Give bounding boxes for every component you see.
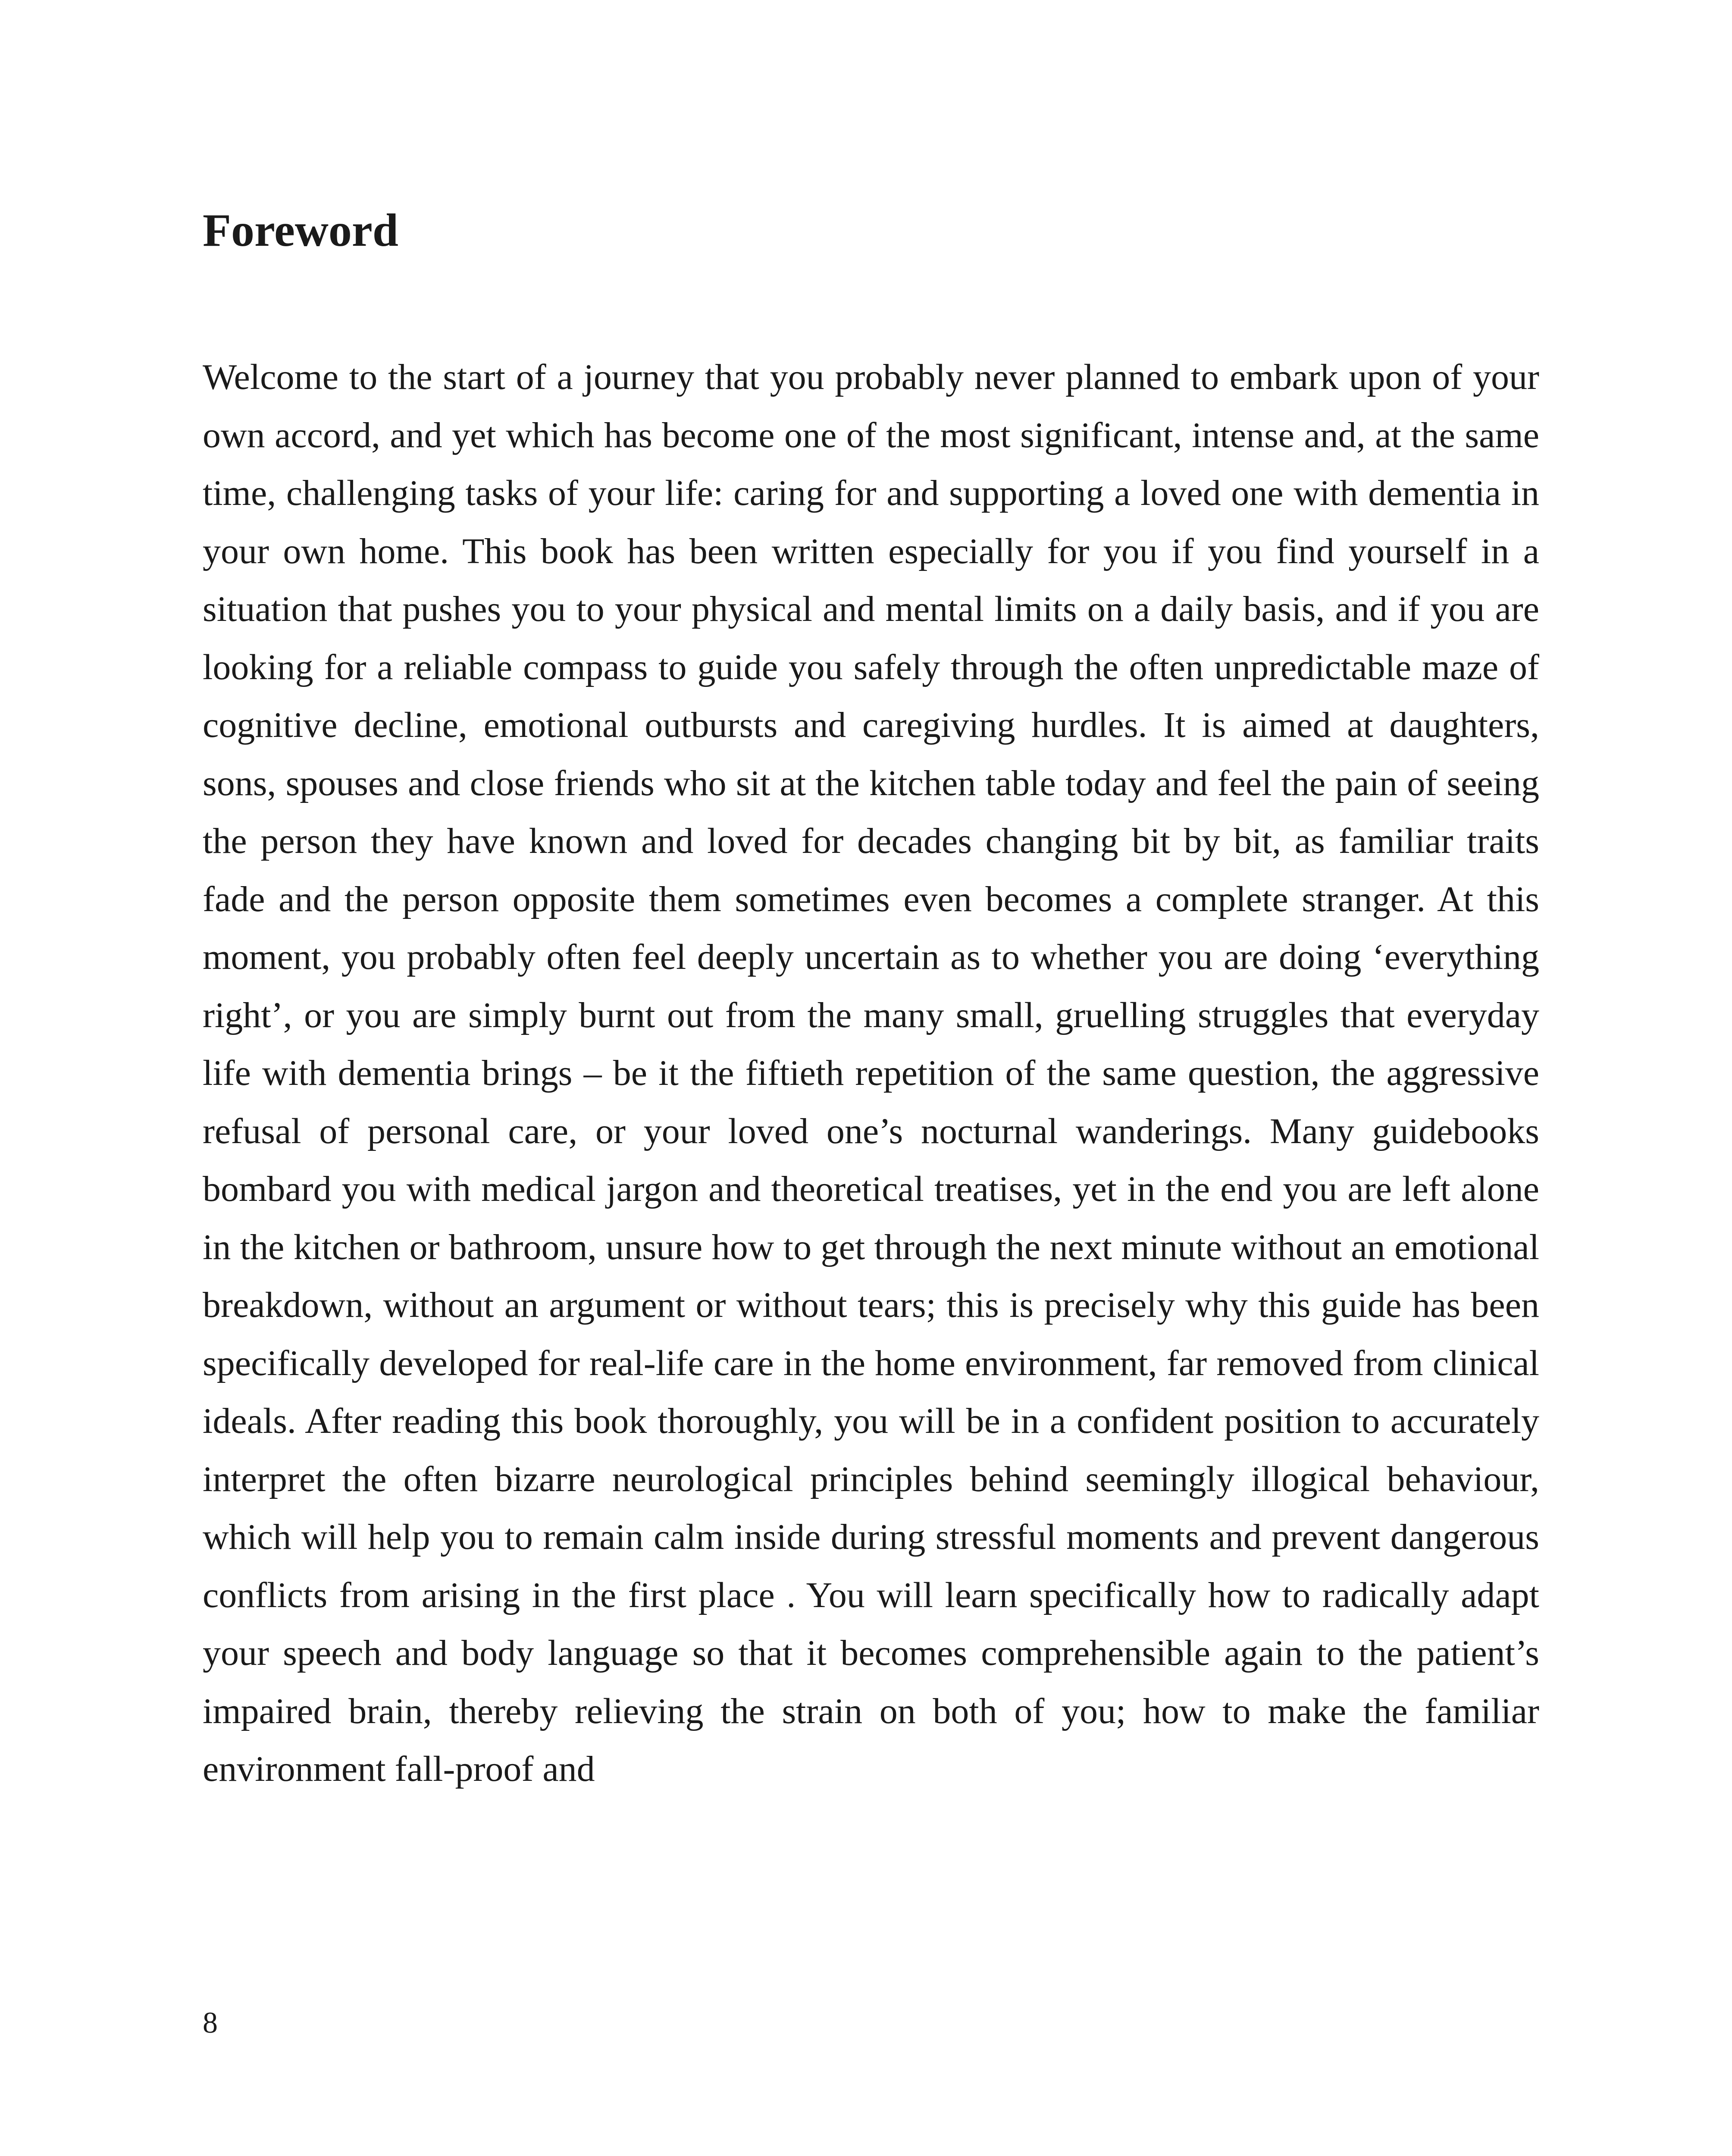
chapter-heading: Foreword	[203, 205, 398, 256]
page-number: 8	[203, 2006, 218, 2040]
body-paragraph: Welcome to the start of a journey that you probably never planned to embark upon of your own accord, and yet which has become one of the most significant, intense and, at the same time, challenging tasks of your life: caring for and supporting a loved one with dementia in your own home. This book has been written especially for you if you find yourself in a situation that pushes you to your physical and mental limits on a daily basis, and if you are looking for a reliable compass to guide you safely through the often unpredictable maze of cognitive decline, emotional outbursts and caregiving hurdles. It is aimed at daughters, sons, spouses and close friends who sit at the kitchen table today and feel the pain of seeing the person they have known and loved for decades changing bit by bit, as familiar traits fade and the person opposite them sometimes even becomes a complete stranger. At this moment, you probably often feel deeply uncertain as to whether you are doing ‘everything right’, or you are simply burnt out from the many small, gruelling struggles that everyday life with dementia brings – be it the fiftieth repetition of the same question, the aggressive refusal of personal care, or your loved one’s nocturnal wanderings. Many guidebooks bombard you with medical jargon and theoretical treatises, yet in the end you are left alone in the kitchen or bathroom, unsure how to get through the next minute without an emotional breakdown, without an argument or without tears; this is precisely why this guide has been specifically developed for real-life care in the home environment, far removed from clinical ideals. After reading this book thoroughly, you will be in a confident position to accurately interpret the often bizarre neurological principles behind seemingly illogical behaviour, which will help you to remain calm inside during stressful moments and prevent dangerous conflicts from arising in the first place . You will learn specifically how to radically adapt your speech and body language so that it becomes comprehensible again to the patient’s impaired brain, thereby relieving the strain on both of you; how to make the familiar environment fall-proof and	[203, 357, 1539, 1789]
